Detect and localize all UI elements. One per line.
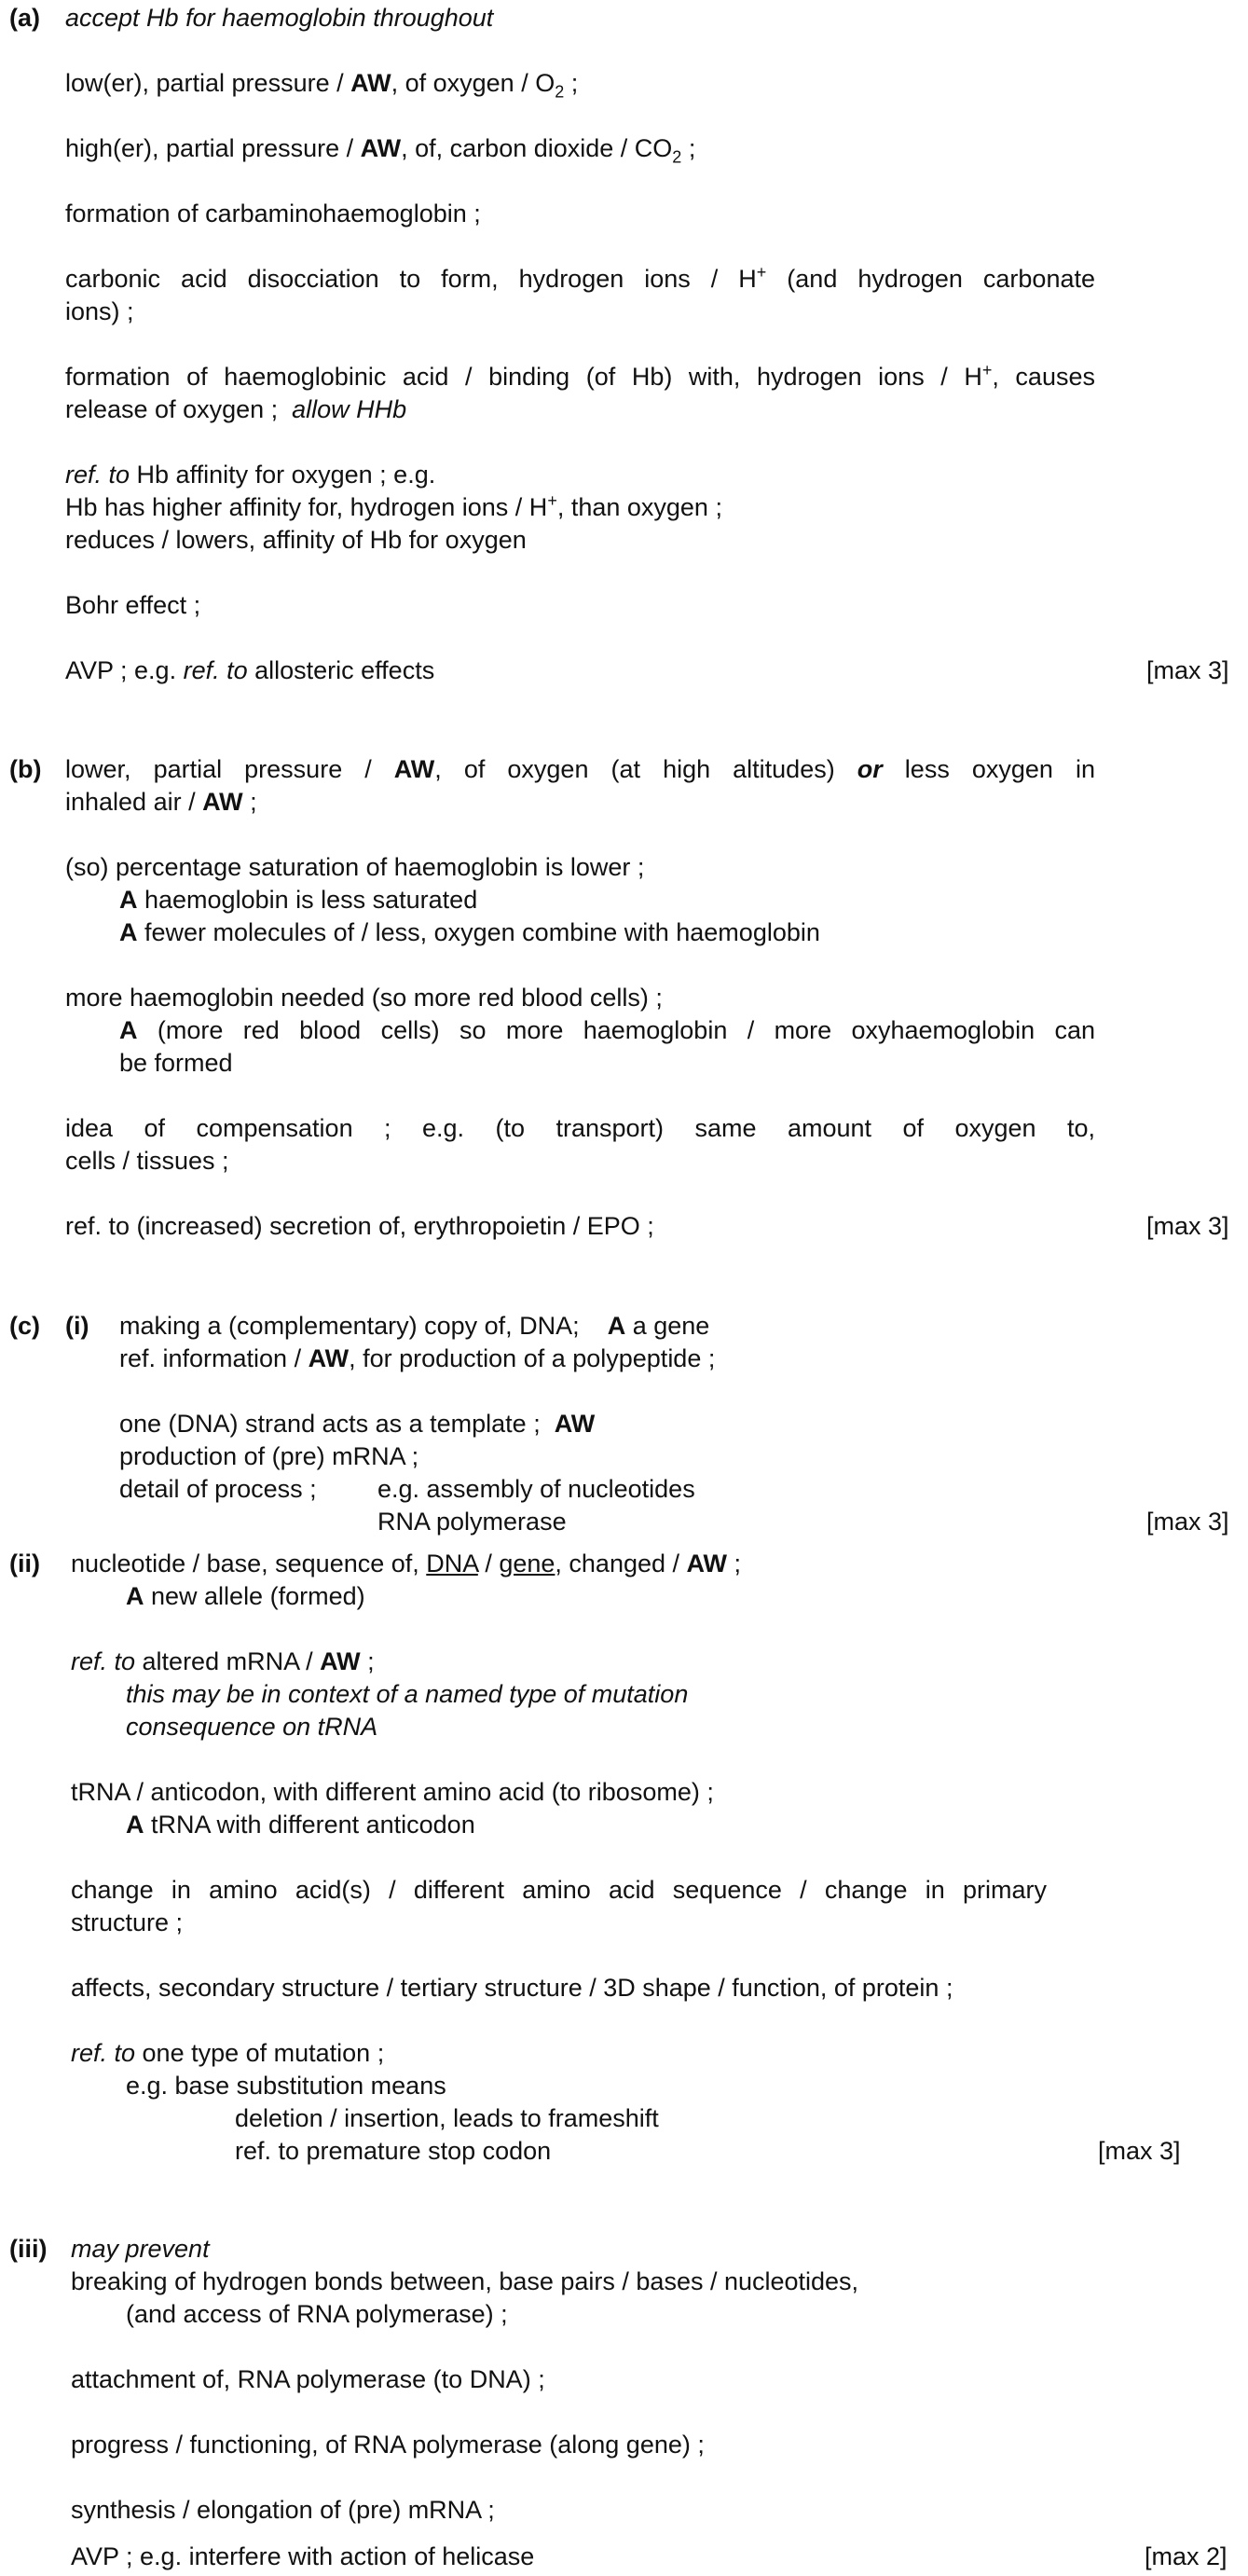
mark-point: ref. to one type of mutation ;: [71, 2039, 385, 2067]
mark-detail: deletion / insertion, leads to frameshift: [235, 2104, 659, 2132]
mark-detail: ref. to premature stop codon: [235, 2137, 552, 2165]
mark-point: high(er), partial pressure / AW, of, carbon dioxide / $CO_2$ ;: [65, 134, 696, 167]
part-c-iii-label: (iii): [9, 2235, 48, 2263]
mark-point-cont: ions) ;: [65, 297, 134, 325]
marking-note: consequence on tRNA: [126, 1713, 378, 1741]
mark-point: affects, secondary structure / tertiary structure / 3D shape / function, of protein ;: [71, 1974, 953, 2002]
alternative: A new allele (formed): [126, 1582, 365, 1610]
mark-detail: e.g. assembly of nucleotides: [377, 1475, 695, 1503]
mark-detail: e.g. base substitution means: [126, 2072, 446, 2100]
mark-point: attachment of, RNA polymerase (to DNA) ;: [71, 2365, 545, 2393]
mark-point: AVP ; e.g. interfere with action of helicase: [71, 2542, 535, 2570]
mark-point: ref. to Hb affinity for oxygen ; e.g.: [65, 461, 436, 489]
part-b-label: (b): [9, 755, 42, 783]
mark-point-cont: structure ;: [71, 1908, 184, 1936]
mark-point: more haemoglobin needed (so more red blood cells) ;: [65, 984, 663, 1012]
part-c-ii-max: [max 3]: [1098, 2137, 1181, 2165]
part-b-max: [max 3]: [1146, 1212, 1229, 1240]
part-c-ii-label: (ii): [9, 1550, 40, 1577]
mark-point: carbonic acid disocciation to form, hydrogen ions / H+ (and hydrogen carbonate: [65, 263, 1096, 293]
part-a-note: accept Hb for haemoglobin throughout: [65, 4, 494, 32]
marking-note: this may be in context of a named type of mutation: [126, 1680, 689, 1708]
alternative: A fewer molecules of / less, oxygen combine with haemoglobin: [119, 918, 820, 946]
mark-point: synthesis / elongation of (pre) mRNA ;: [71, 2496, 495, 2524]
mark-point: one (DNA) strand acts as a template ; AW: [119, 1410, 596, 1438]
alternative-cont: be formed: [119, 1049, 233, 1077]
mark-point: ref. information / AW, for production of a polypeptide ;: [119, 1344, 716, 1372]
mark-point: Hb has higher affinity for, hydrogen ions / H+, than oxygen ;: [65, 491, 722, 521]
mark-point: ref. to (increased) secretion of, erythropoietin / EPO ;: [65, 1212, 654, 1240]
mark-point: formation of haemoglobinic acid / binding (of Hb) with, hydrogen ions / H+, causes: [65, 361, 1095, 391]
mark-point-cont: cells / tissues ;: [65, 1147, 229, 1175]
part-c-i-label: (i): [65, 1312, 89, 1340]
mark-point: making a (complementary) copy of, DNA; A a gene: [119, 1312, 710, 1340]
mark-point: tRNA / anticodon, with different amino acid (to ribosome) ;: [71, 1778, 714, 1806]
part-c-label: (c): [9, 1312, 40, 1340]
mark-point: ref. to altered mRNA / AW ;: [71, 1647, 375, 1675]
mark-point-cont: release of oxygen ; allow HHb: [65, 395, 407, 423]
mark-point-cont: inhaled air / AW ;: [65, 788, 257, 816]
mark-point: formation of carbaminohaemoglobin ;: [65, 200, 481, 227]
alternative: A haemoglobin is less saturated: [119, 886, 478, 914]
part-c-iii-max: [max 2]: [1145, 2542, 1227, 2570]
part-a-label: (a): [9, 4, 40, 32]
mark-point: low(er), partial pressure / AW, of oxygen / $O_2$ ;: [65, 69, 579, 102]
mark-point: AVP ; e.g. ref. to allosteric effects: [65, 656, 435, 684]
alternative: A tRNA with different anticodon: [126, 1811, 475, 1839]
part-c-i-max: [max 3]: [1146, 1508, 1229, 1536]
mark-point: detail of process ;: [119, 1475, 317, 1503]
part-a-max: [max 3]: [1146, 656, 1229, 684]
mark-point: change in amino acid(s) / different amino acid sequence / change in primary: [71, 1876, 1047, 1904]
mark-point: breaking of hydrogen bonds between, base pairs / bases / nucleotides,: [71, 2267, 859, 2295]
mark-point: production of (pre) mRNA ;: [119, 1442, 419, 1470]
mark-detail: RNA polymerase: [377, 1508, 567, 1536]
mark-point: reduces / lowers, affinity of Hb for oxygen: [65, 526, 527, 554]
alternative: A (more red blood cells) so more haemoglobin / more oxyhaemoglobin can: [119, 1016, 1095, 1044]
mark-point: nucleotide / base, sequence of, DNA / gene, changed / AW ;: [71, 1550, 742, 1577]
mark-point: lower, partial pressure / AW, of oxygen (at high altitudes) or less oxygen in: [65, 755, 1095, 783]
mark-point: (so) percentage saturation of haemoglobin is lower ;: [65, 853, 645, 881]
mark-point: idea of compensation ; e.g. (to transport) same amount of oxygen to,: [65, 1114, 1095, 1142]
mark-point: Bohr effect ;: [65, 591, 201, 619]
mark-point: progress / functioning, of RNA polymerase (along gene) ;: [71, 2431, 705, 2459]
mark-point-cont: (and access of RNA polymerase) ;: [126, 2300, 508, 2328]
marking-note: may prevent: [71, 2235, 210, 2263]
